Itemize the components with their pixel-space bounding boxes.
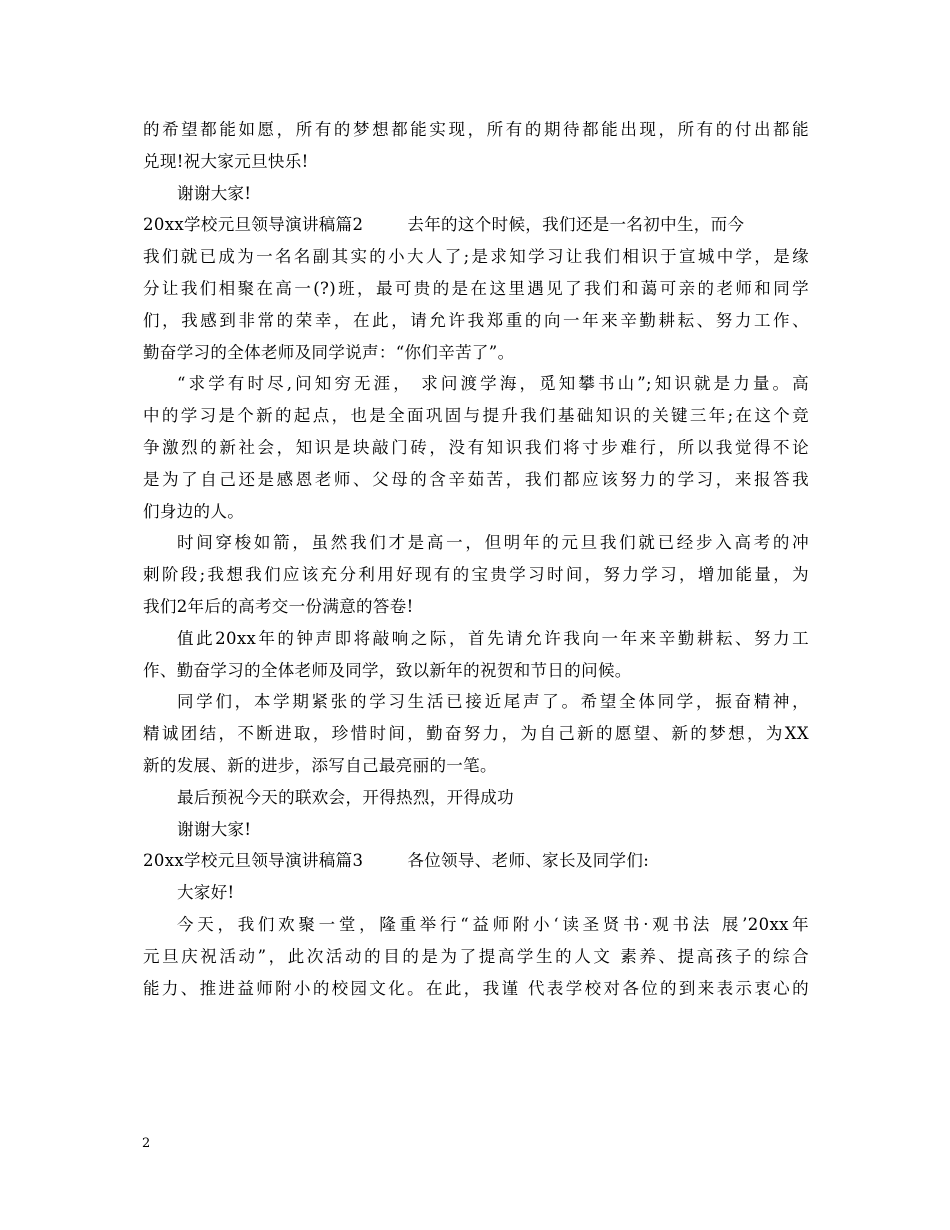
- line-text: 去年的这个时候，我们还是一名初中生，而今: [407, 215, 745, 235]
- page-number: 2: [142, 1136, 151, 1151]
- line-text: 分让我们相聚在高一(?)班，最可贵的是在这里遇见了我们和蔼可亲的老师和同学: [143, 278, 809, 298]
- paragraph-line: [143, 782, 809, 814]
- line-text: 今天，我们欢聚一堂，隆重举行“益师附小‘读圣贤书·观书法 展’20xx年: [177, 914, 809, 934]
- paragraph-line: [143, 368, 809, 400]
- paragraph-line: [143, 686, 809, 718]
- line-text: 刺阶段;我想我们应该充分利用好现有的宝贵学习时间，努力学习，增加能量，为: [143, 565, 809, 585]
- line-text: 元旦庆祝活动”，此次活动的目的是为了提高学生的人文 素养、提高孩子的综合: [143, 946, 809, 966]
- line-text: 作、勤奋学习的全体老师及同学，致以新年的祝贺和节日的问候。: [143, 660, 632, 680]
- line-text: “求学有时尽,问知穷无涯， 求问渡学海，觅知攀书山”;知识就是力量。高: [177, 374, 809, 394]
- paragraph-line: [143, 750, 809, 782]
- line-text: 是为了自己还是感恩老师、父母的含辛茹苦，我们都应该努力的学习，来报答我: [143, 469, 809, 489]
- paragraph-line: [143, 909, 809, 941]
- paragraph-line: [143, 814, 809, 846]
- paragraph-line: [143, 655, 809, 687]
- paragraph-line: [143, 146, 809, 178]
- paragraph-line: [143, 305, 809, 337]
- line-text: 中的学习是个新的起点，也是全面巩固与提升我们基础知识的关键三年;在这个竞: [143, 406, 809, 426]
- paragraph-line: [143, 877, 809, 909]
- section-heading: 20xx学校元旦领导演讲稿篇2: [143, 215, 364, 235]
- paragraph-line: [143, 496, 809, 528]
- line-text: 各位领导、老师、家长及同学们:: [407, 851, 650, 871]
- paragraph-line: [143, 941, 809, 973]
- document-body: [143, 114, 809, 1004]
- paragraph-line: [143, 432, 809, 464]
- line-text: 谢谢大家!: [177, 183, 252, 203]
- paragraph-line: [143, 591, 809, 623]
- line-text: 勤奋学习的全体老师及同学说声：“你们辛苦了”。: [143, 342, 515, 362]
- line-text: 的希望都能如愿，所有的梦想都能实现，所有的期待都能出现，所有的付出都能: [143, 120, 809, 139]
- line-text: 大家好!: [177, 883, 235, 903]
- paragraph-line: [143, 623, 809, 655]
- paragraph-line: [143, 273, 809, 305]
- paragraph-line: [143, 973, 809, 1005]
- line-text: 我们就已成为一名名副其实的小大人了;是求知学习让我们相识于宣城中学，是缘: [143, 247, 809, 267]
- line-text: 我们2年后的高考交一份满意的答卷!: [143, 596, 414, 616]
- line-text: 值此20xx年的钟声即将敲响之际，首先请允许我向一年来辛勤耕耘、努力工: [177, 628, 809, 648]
- line-text: 最后预祝今天的联欢会，开得热烈，开得成功: [177, 787, 514, 807]
- line-text: 们身边的人。: [143, 501, 245, 521]
- paragraph-line: [143, 718, 809, 750]
- line-text: 同学们，本学期紧张的学习生活已接近尾声了。希望全体同学，振奋精神，: [177, 692, 809, 712]
- section-heading-line: [143, 209, 809, 241]
- line-text: 兑现!祝大家元旦快乐!: [143, 151, 309, 171]
- paragraph-line: [143, 527, 809, 559]
- line-text: 精诚团结，不断进取，珍惜时间，勤奋努力，为自己新的愿望、新的梦想，为XX: [143, 724, 809, 744]
- paragraph-line: [143, 241, 809, 273]
- paragraph-line: [143, 337, 809, 369]
- paragraph-line: [143, 114, 809, 146]
- paragraph-line: [143, 464, 809, 496]
- line-text: 谢谢大家!: [177, 819, 252, 839]
- line-text: 能力、推进益师附小的校园文化。在此，我谨 代表学校对各位的到来表示衷心的: [143, 978, 809, 998]
- paragraph-line: [143, 400, 809, 432]
- paragraph-line: [143, 178, 809, 210]
- line-text: 争激烈的新社会，知识是块敲门砖，没有知识我们将寸步难行，所以我觉得不论: [143, 437, 809, 457]
- section-heading-line: [143, 845, 809, 877]
- line-text: 新的发展、新的进步，添写自己最亮丽的一笔。: [143, 755, 497, 775]
- paragraph-line: [143, 559, 809, 591]
- section-heading: 20xx学校元旦领导演讲稿篇3: [143, 851, 364, 871]
- line-text: 时间穿梭如箭，虽然我们才是高一，但明年的元旦我们就已经步入高考的冲: [177, 533, 809, 553]
- line-text: 们，我感到非常的荣幸，在此，请允许我郑重的向一年来辛勤耕耘、努力工作、: [143, 310, 809, 330]
